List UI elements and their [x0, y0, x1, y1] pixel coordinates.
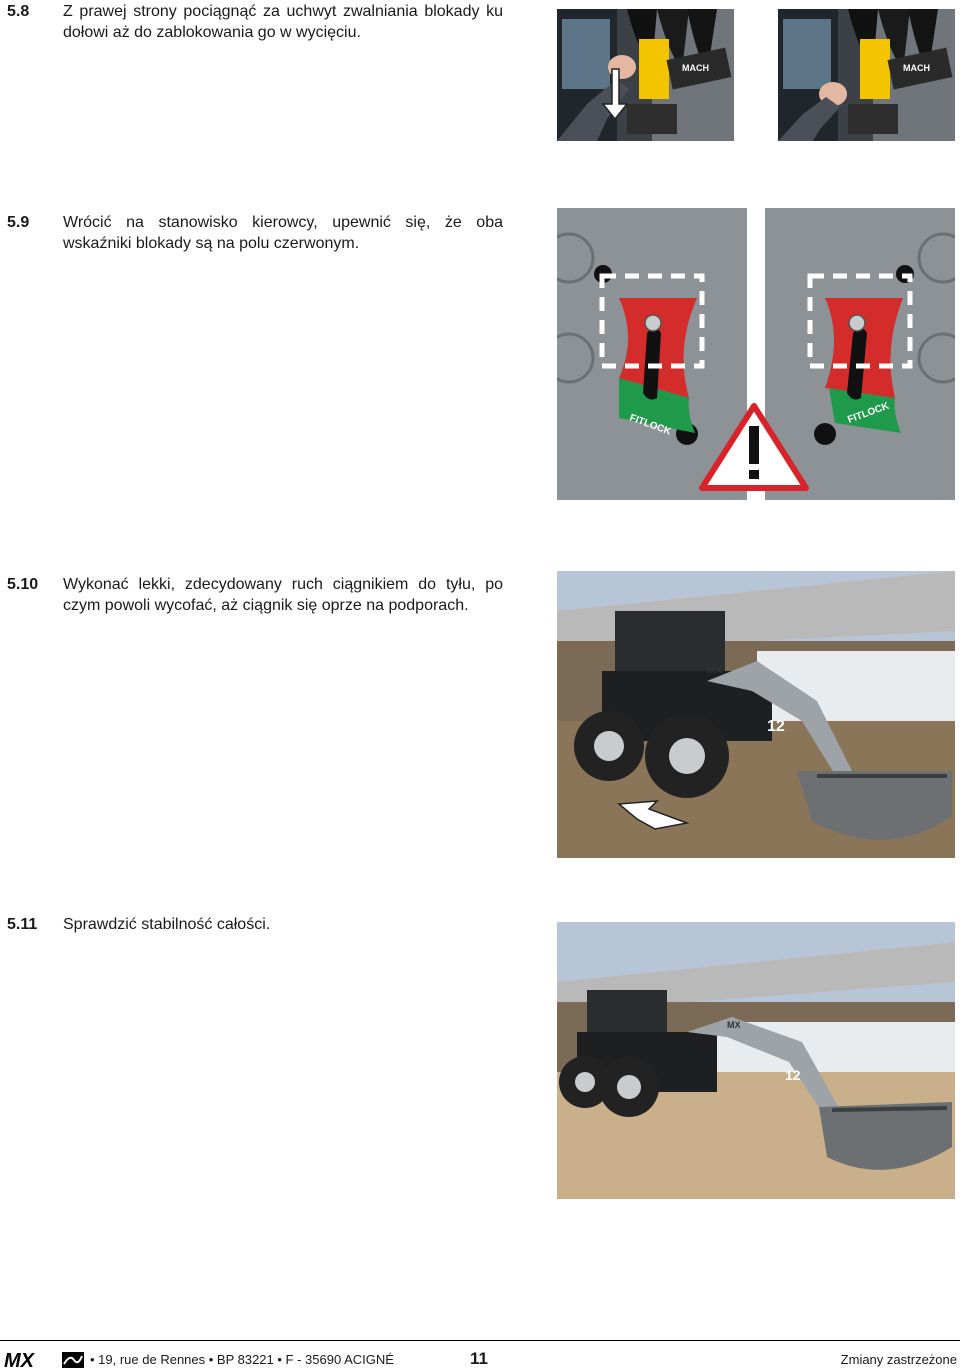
step-text: Wrócić na stanowisko kierowcy, upewnić się, że oba wskaźniki blokady są na polu czerwonym.: [63, 214, 503, 252]
loader-model-text: 12: [767, 718, 785, 735]
fitlock-label: FITLOCK: [846, 400, 891, 426]
mx-logo: [4, 1350, 86, 1370]
photo-release-handle-locked: [778, 9, 955, 141]
footer-address: • 19, rue de Rennes • BP 83221 • F - 35690 ACIGNÉ: [90, 1352, 394, 1367]
mach-badge-text: MACH: [682, 63, 709, 73]
fitlock-label: FITLOCK: [627, 412, 673, 438]
step-number: 5.8: [7, 3, 30, 20]
photo-tractor-reversing: [557, 571, 955, 858]
photo-release-handle-before: [557, 9, 734, 141]
loader-badge-text: MX: [707, 665, 722, 676]
loader-badge-text: MX: [727, 1020, 741, 1030]
footer-rights: Zmiany zastrzeżone: [840, 1352, 957, 1367]
step-number: 5.10: [7, 576, 39, 593]
step-number: 5.11: [7, 916, 38, 933]
step-text: Z prawej strony pociągnąć za uchwyt zwalniania blokady ku dołowi aż do zablokowania go w wycięciu.: [63, 3, 503, 41]
logo-text: MX: [4, 1350, 34, 1370]
footer-divider: [0, 1340, 960, 1341]
step-number: 5.9: [7, 214, 30, 231]
warning-triangle-icon: [698, 402, 810, 492]
page-footer: [0, 1348, 960, 1371]
step-text: Wykonać lekki, zdecydowany ruch ciągnikiem do tyłu, po czym powoli wycofać, aż ciągnik się oprze na podporach.: [63, 576, 503, 614]
step-text: Sprawdzić stabilność całości.: [63, 916, 271, 933]
photo-tractor-with-loader: [557, 922, 955, 1199]
loader-model-text: 12: [785, 1067, 801, 1083]
mach-badge-text: MACH: [903, 63, 930, 73]
page-number: 11: [470, 1349, 488, 1368]
